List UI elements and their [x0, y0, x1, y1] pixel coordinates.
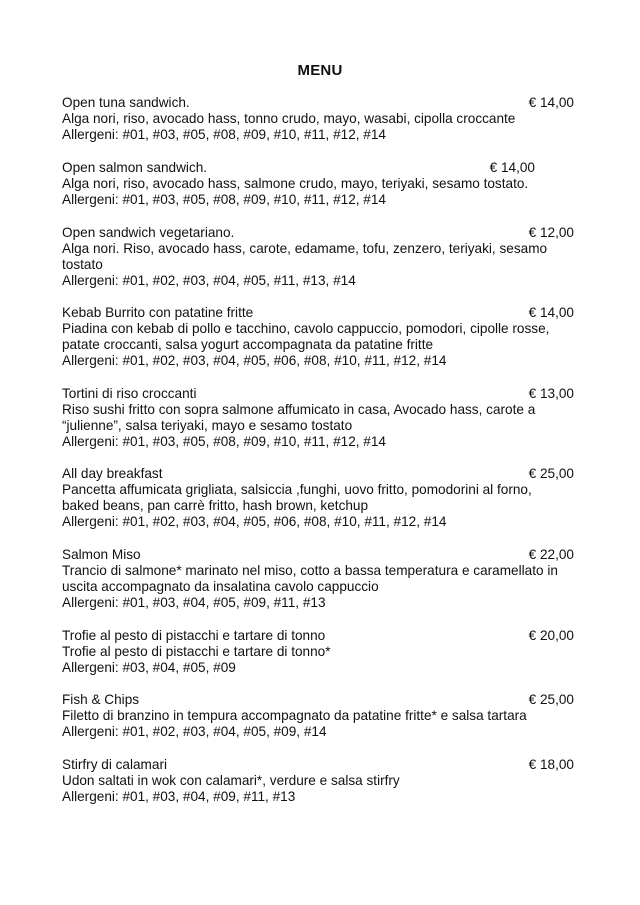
item-price: € 14,00 [489, 160, 535, 175]
item-name: Kebab Burrito con patatine fritte [62, 305, 254, 320]
item-header [62, 225, 574, 241]
item-name: Trofie al pesto di pistacchi e tartare di tonno [62, 628, 326, 643]
menu-item [62, 547, 574, 611]
item-price: € 13,00 [528, 386, 574, 401]
item-header [62, 95, 574, 111]
menu-item [62, 305, 574, 369]
item-name: Open sandwich vegetariano. [62, 225, 235, 240]
item-name: Fish & Chips [62, 692, 140, 707]
item-allergens: Allergeni: #01, #02, #03, #04, #05, #06, #08, #10, #11, #12, #14 [62, 353, 447, 368]
item-description: Riso sushi fritto con sopra salmone affumicato in casa, Avocado hass, carote a [62, 402, 536, 417]
item-description: Udon saltati in wok con calamari*, verdure e salsa stirfry [62, 773, 400, 788]
item-header [62, 692, 574, 708]
item-description: Trancio di salmone* marinato nel miso, cotto a bassa temperatura e caramellato in [62, 563, 558, 578]
item-description: “julienne”, salsa teriyaki, mayo e sesamo tostato [62, 418, 353, 433]
item-price: € 14,00 [528, 95, 574, 110]
item-description: Filetto di branzino in tempura accompagnato da patatine fritte* e salsa tartara [62, 708, 527, 723]
item-allergens: Allergeni: #01, #02, #03, #04, #05, #11, #13, #14 [62, 273, 356, 288]
item-allergens: Allergeni: #01, #02, #03, #04, #05, #09, #14 [62, 724, 327, 739]
menu-item [62, 628, 574, 676]
item-price: € 22,00 [528, 547, 574, 562]
item-header [62, 466, 574, 482]
item-description: patate croccanti, salsa yogurt accompagnata da patatine fritte [62, 337, 434, 352]
item-price: € 25,00 [528, 466, 574, 481]
item-header [62, 160, 574, 176]
item-allergens: Allergeni: #01, #03, #05, #08, #09, #10, #11, #12, #14 [62, 192, 386, 207]
item-name: Tortini di riso croccanti [62, 386, 197, 401]
menu-title: MENU [297, 62, 343, 79]
item-description: Alga nori, riso, avocado hass, salmone crudo, mayo, teriyaki, sesamo tostato. [62, 176, 529, 191]
menu-item [62, 160, 574, 208]
item-description: Alga nori, riso, avocado hass, tonno crudo, mayo, wasabi, cipolla croccante [62, 111, 516, 126]
menu-item [62, 466, 574, 530]
item-price: € 12,00 [528, 225, 574, 240]
menu-item [62, 225, 574, 289]
item-header [62, 757, 574, 773]
item-price: € 14,00 [528, 305, 574, 320]
item-name: Salmon Miso [62, 547, 141, 562]
item-header [62, 547, 574, 563]
item-allergens: Allergeni: #03, #04, #05, #09 [62, 660, 236, 675]
item-price: € 25,00 [528, 692, 574, 707]
item-allergens: Allergeni: #01, #03, #05, #08, #09, #10, #11, #12, #14 [62, 127, 386, 142]
item-price: € 18,00 [528, 757, 574, 772]
item-description: uscita accompagnato da insalatina cavolo cappuccio [62, 579, 379, 594]
item-allergens: Allergeni: #01, #03, #04, #09, #11, #13 [62, 789, 296, 804]
item-name: Open salmon sandwich. [62, 160, 208, 175]
item-description: Pancetta affumicata grigliata, salsiccia ,funghi, uovo fritto, pomodorini al forno, [62, 482, 532, 497]
item-allergens: Allergeni: #01, #02, #03, #04, #05, #06, #08, #10, #11, #12, #14 [62, 514, 447, 529]
item-header [62, 386, 574, 402]
item-description: Trofie al pesto di pistacchi e tartare di tonno* [62, 644, 331, 659]
item-description: baked beans, pan carrè fritto, hash brown, ketchup [62, 498, 369, 513]
item-name: Stirfry di calamari [62, 757, 167, 772]
menu-item [62, 692, 574, 740]
menu-item [62, 757, 574, 805]
item-description: Alga nori. Riso, avocado hass, carote, edamame, tofu, zenzero, teriyaki, sesamo [62, 241, 548, 256]
item-allergens: Allergeni: #01, #03, #05, #08, #09, #10, #11, #12, #14 [62, 434, 386, 449]
item-description: Piadina con kebab di pollo e tacchino, cavolo cappuccio, pomodori, cipolle rosse, [62, 321, 550, 336]
item-description: tostato [62, 257, 103, 272]
item-price: € 20,00 [528, 628, 574, 643]
item-header [62, 628, 574, 644]
item-name: Open tuna sandwich. [62, 95, 190, 110]
item-header [62, 305, 574, 321]
menu-item [62, 386, 574, 450]
item-allergens: Allergeni: #01, #03, #04, #05, #09, #11, #13 [62, 595, 326, 610]
menu-item [62, 95, 574, 143]
item-name: All day breakfast [62, 466, 163, 481]
